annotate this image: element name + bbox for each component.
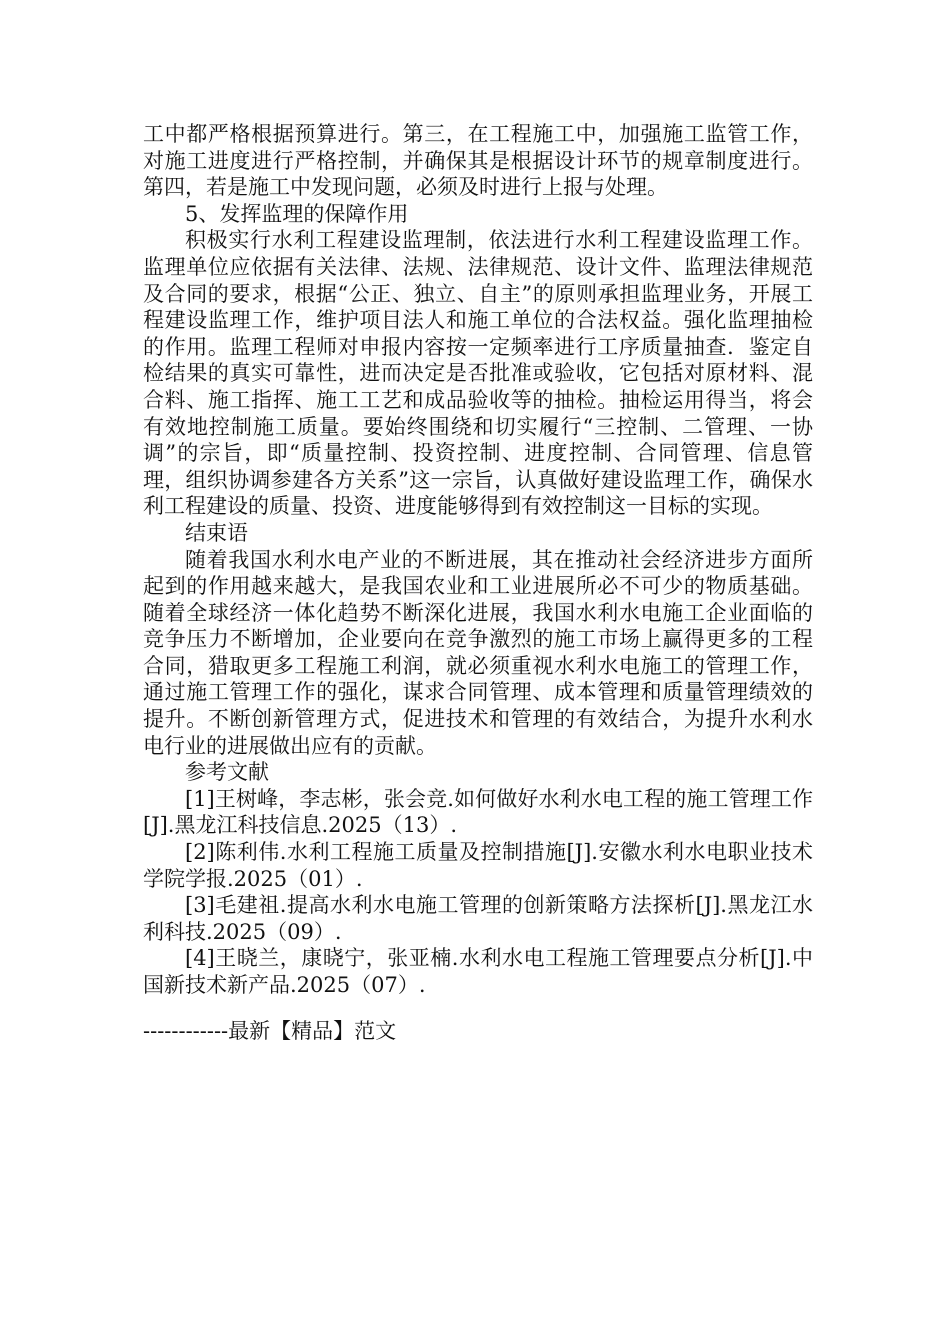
document-footer: ------------最新【精品】范文 — [143, 1019, 397, 1043]
section-heading-references: 参考文献 — [185, 760, 269, 785]
reference-item-3: [3]毛建祖.提高水利水电施工管理的创新策略方法探析[J].黑龙江水利科技.2025（09）. — [143, 893, 813, 944]
document-body — [143, 121, 813, 999]
reference-item-4: [4]王晓兰，康晓宁，张亚楠.水利水电工程施工管理要点分析[J].中国新技术新产品.2025（07）. — [143, 946, 813, 997]
section-heading-conclusion: 结束语 — [185, 520, 248, 545]
reference-item-2: [2]陈利伟.水利工程施工质量及控制措施[J].安徽水利水电职业技术学院学报.2025（01）. — [143, 840, 813, 891]
paragraph-continuation: 工中都严格根据预算进行。第三，在工程施工中，加强施工监管工作，对施工进度进行严格控制，并确保其是根据设计环节的规章制度进行。第四，若是施工中发现问题，必须及时进行上报与处理。 — [143, 122, 813, 200]
reference-item-1: [1]王树峰，李志彬，张会竞.如何做好水利水电工程的施工管理工作[J].黑龙江科技信息.2025（13）. — [143, 786, 813, 838]
section-heading-supervision: 5、发挥监理的保障作用 — [185, 201, 409, 226]
paragraph-supervision: 积极实行水利工程建设监理制，依法进行水利工程建设监理工作。监理单位应依据有关法律、法规、法律规范、设计文件、监理法律规范及合同的要求，根据“公正、独立、自主”的原则承担监理业务，开展工程建设监理工作，维护项目法人和施工单位的合法权益。强化监理抽检的作用。监理工程师对申报内容按一定频率进行工序质量抽查．鉴定自检结果的真实可靠性，进而决定是否批准或验收，它包括对原材料、混合料、施工指挥、施工工艺和成品验收等的抽检。抽检运用得当，将会有效地控制施工质量。要始终围绕和切实履行“三控制、二管理、一协调”的宗旨，即“质量控制、投资控制、进度控制、合同管理、信息管理，组织协调参建各方关系”这一宗旨，认真做好建设监理工作，确保水利工程建设的质量、投资、进度能够得到有效控制这一目标的实现。 — [143, 228, 813, 519]
paragraph-conclusion: 随着我国水利水电产业的不断进展，其在推动社会经济进步方面所起到的作用越来越大，是我国农业和工业进展所必不可少的物质基础。随着全球经济一体化趋势不断深化进展，我国水利水电施工企业面临的竞争压力不断增加，企业要向在竞争激烈的施工市场上赢得更多的工程合同，猎取更多工程施工利润，就必须重视水利水电施工的管理工作，通过施工管理工作的强化，谋求合同管理、成本管理和质量管理绩效的提升。不断创新管理方式，促进技术和管理的有效结合，为提升水利水电行业的进展做出应有的贡献。 — [143, 547, 813, 758]
